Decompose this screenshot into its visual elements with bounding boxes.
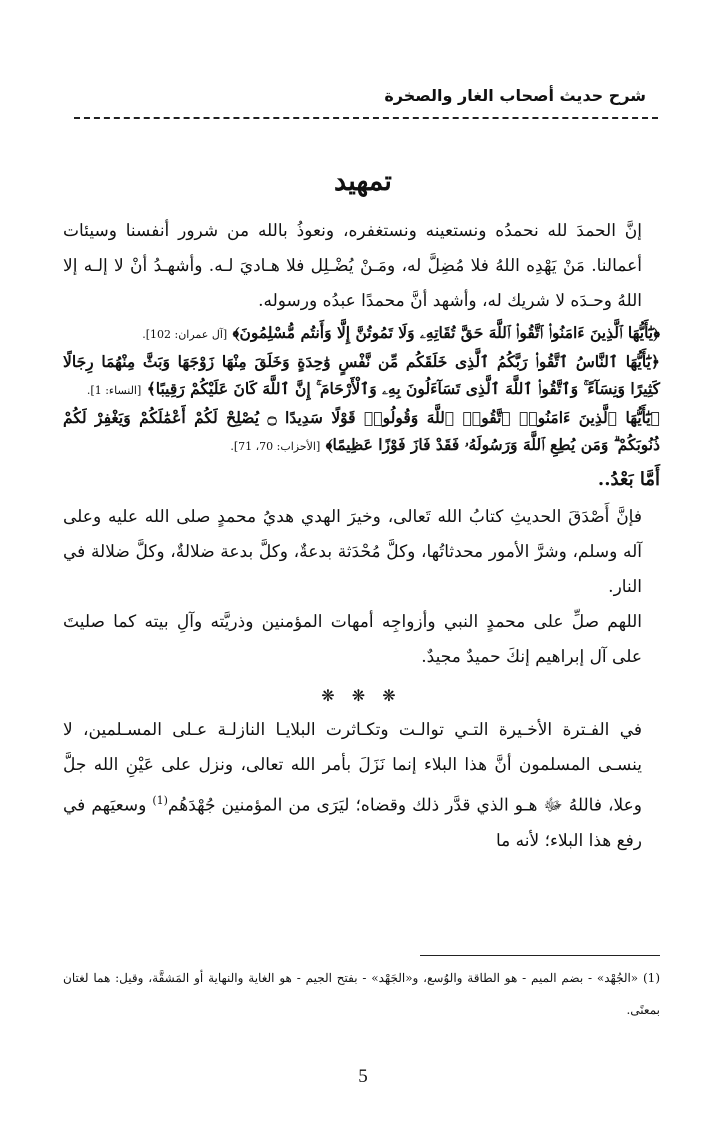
section-separator: ❋ ❋ ❋ (321, 686, 402, 705)
opening-paragraph: إنَّ الحمدَ لله نحمدُه ونستعينه ونستغفره، ونعوذُ بالله من شرور أنفسنا وسيئات أعمالنا. مَنْ يَهْدِه اللهُ فلا مُضِلَّ له، ومَـنْ يُضْـلِل فلا هـاديَ لـه. وأشهـدُ أنْ لا إلـه إلا اللهُ وحـدَه لا شريك له، وأشهد أنَّ محمدًا عبدُه ورسوله. (63, 221, 642, 311)
intro-paragraph-text-a: في الفـترة الأخـيرة التـي توالـت وتكـاثرت البلايـا النازلـة عـلى المسـلمين، لا ينسـى المسلمون أنَّ هذا البلاء إنما نَزَلَ بأمر الله تعالى، ونزل على عَيْنِ الله جلَّ وعلا، فاللهُ ﷻ هـو الذي قدَّر ذلك وقضاه؛ ليَرَى من المؤمنين جُهْدَهُم (63, 720, 642, 816)
quran-verse-3 (63, 404, 660, 460)
intro-paragraph (63, 713, 660, 859)
quran-verse-2-text: ﴿يَٰٓأَيُّهَا ٱلنَّاسُ ٱتَّقُوا۟ رَبَّكُمُ ٱلَّذِى خَلَقَكُم مِّن نَّفْسٍ وَٰحِدَةٍ وَخَلَقَ مِنْهَا زَوْجَهَا وَبَثَّ مِنْهُمَا رِجَالًا كَثِيرًا وَنِسَآءً ۚ وَٱتَّقُوا۟ ٱللَّهَ ٱلَّذِى تَسَآءَلُونَ بِهِۦ وَٱلْأَرْحَامَ ۚ إِنَّ ٱللَّهَ كَانَ عَلَيْكُمْ رَقِيبًا﴾ (63, 352, 660, 398)
footnote-marker[interactable]: (1) (152, 794, 168, 807)
page-number: 5 (358, 1066, 368, 1087)
running-header-title: شرح حديث أصحاب الغار والصخرة (384, 86, 646, 105)
quran-verse-2-ref: [النساء: 1]. (86, 384, 142, 397)
intro-paragraph-text-b: وسعيَهم في رفع هذا البلاء؛ لأنه ما (63, 795, 642, 851)
amma-badu-heading: أَمَّا بَعْدُ.. (597, 469, 660, 490)
header-divider (74, 117, 658, 119)
quran-verse-1-text: ﴿يَٰٓأَيُّهَا ٱلَّذِينَ ءَامَنُوا۟ ٱتَّقُوا۟ ٱللَّهَ حَقَّ تُقَاتِهِۦ وَلَا تَمُوتُنَّ إِلَّا وَأَنتُم مُّسْلِمُونَ﴾ (232, 323, 660, 342)
footnote-divider (420, 955, 660, 956)
chapter-title: تمهيد (334, 166, 392, 197)
quran-verse-1-ref: [آل عمران: 102]. (142, 328, 228, 341)
page-body (63, 214, 660, 859)
quran-verse-2 (63, 348, 660, 404)
sermon-paragraph: فإنَّ أَصْدَقَ الحديثِ كتابُ الله تَعالى، وخيرَ الهدي هديُ محمدٍ صلى الله عليه وعلى آله وسلم، وشرَّ الأمور محدثاتُها، وكلَّ مُحْدَثة بدعةٌ، وكلَّ بدعة ضلالةٌ، وكلَّ ضلالة في النار. (63, 507, 642, 597)
quran-verse-1 (63, 319, 660, 348)
quran-verse-3-ref: [الأحزاب: 70، 71]. (230, 440, 321, 453)
salawat-paragraph: اللهم صلِّ على محمدٍ النبي وأزواجِه أمهات المؤمنين وذريَّته وآلِ بيته كما صليتَ على آل إبراهيم إنكَ حميدٌ مجيدٌ. (63, 612, 642, 667)
footnote-text: (1) «الجُهْد» - بضم الميم - هو الطاقة والوُسع، و«الجَهْد» - بفتح الجيم - هو الغاية والنهاية أو المَشقَّة، وقيل: هما لغتان بمعنًى. (63, 971, 660, 1017)
quran-verse-3-text: ﴿يَٰٓأَيُّهَا ٱلَّذِينَ ءَامَنُوا۟ ٱتَّقُوا۟ ٱللَّهَ وَقُولُوا۟ قَوْلًا سَدِيدًا ۝ يُصْلِحْ لَكُمْ أَعْمَٰلَكُمْ وَيَغْفِرْ لَكُمْ ذُنُوبَكُمْ ۗ وَمَن يُطِعِ ٱللَّهَ وَرَسُولَهُۥ فَقَدْ فَازَ فَوْزًا عَظِيمًا﴾ (63, 408, 660, 454)
